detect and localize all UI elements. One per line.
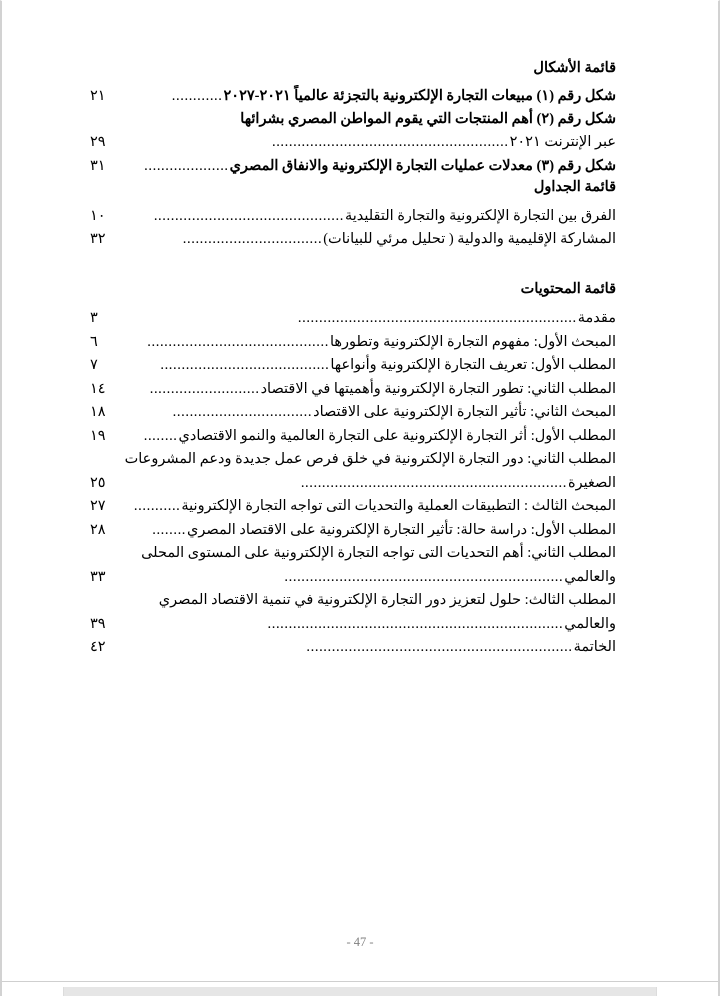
table-entry-1-title: الفرق بين التجارة الإلكترونية والتجارة التقليدية [344, 207, 616, 224]
toc-entry-section-2-1-title: المطلب الأول: أثر التجارة الإلكترونية على التجارة العالمية والنمو الاقتصادي [178, 427, 616, 444]
figure-entry-1-title: شكل رقم (١) مبيعات التجارة الإلكترونية بالتجزئة عالمياً ٢٠٢١-٢٠٢٧ [223, 87, 616, 104]
toc-entry-chapter-2-title: المبحث الثاني: تأثير التجارة الإلكترونية على الاقتصاد [313, 404, 616, 421]
page-number-footer: - 47 - [346, 935, 374, 949]
toc-entry-section-1-1-page: ٧ [90, 357, 98, 374]
toc-entry-chapter-3 [90, 495, 616, 518]
toc-entry-section-3-3-line2 [90, 613, 616, 636]
toc-entry-chapter-1 [90, 331, 616, 354]
toc-entry-section-3-1 [90, 519, 616, 542]
table-entry-1 [90, 205, 616, 228]
toc-entry-conclusion-leader: ............................................................... [306, 639, 573, 656]
toc-entry-section-3-3-continuation: والعالمي [564, 615, 616, 632]
section-spacer [90, 252, 616, 282]
next-page-edge [2, 981, 718, 996]
toc-entry-section-3-2-page: ٣٣ [90, 568, 106, 585]
figure-entry-3-page: ٣١ [90, 157, 106, 174]
toc-entry-section-2-1 [90, 425, 616, 448]
figures-section-heading: قائمة الأشكال [533, 60, 616, 76]
figure-entry-3-title: شكل رقم (٣) معدلات عمليات التجارة الإلكترونية والانفاق المصري [229, 157, 616, 174]
figure-entry-2-line1 [90, 108, 616, 131]
toc-entry-section-1-1 [90, 354, 616, 377]
toc-entry-section-2-2-line1 [90, 448, 616, 471]
toc-entry-conclusion [90, 636, 616, 659]
figure-entry-2-continuation: عبر الإنترنت ٢٠٢١ [509, 134, 616, 151]
figure-entry-1-page: ٢١ [90, 87, 106, 104]
figure-entry-1-leader: ............ [171, 87, 223, 104]
next-page-strip [63, 987, 657, 996]
toc-entry-chapter-1-title: المبحث الأول: مفهوم التجارة الإلكترونية وتطورها [329, 333, 616, 350]
toc-entry-section-2-2-leader: ............................................................... [300, 474, 567, 491]
figure-entry-1 [90, 85, 616, 108]
toc-entry-introduction-page: ٣ [90, 310, 98, 327]
toc-entry-introduction-title: مقدمة [577, 310, 616, 327]
toc-entry-conclusion-page: ٤٢ [90, 639, 106, 656]
toc-entry-section-2-2-continuation: الصغيرة [568, 474, 616, 491]
toc-entry-section-1-1-title: المطلب الأول: تعريف التجارة الإلكترونية وأنواعها [330, 357, 616, 374]
tables-section-heading: قائمة الجداول [533, 179, 616, 196]
toc-entry-section-3-3-line1 [90, 589, 616, 612]
toc-entry-section-3-3-title: المطلب الثالث: حلول لتعزيز دور التجارة الإلكترونية في تنمية الاقتصاد المصري [158, 592, 616, 609]
table-entry-1-leader: ............................................. [153, 207, 344, 224]
toc-entry-section-1-2 [90, 378, 616, 401]
toc-entry-section-3-2-title: المطلب الثاني: أهم التحديات التى تواجه التجارة الإلكترونية على المستوى المحلى [141, 545, 616, 562]
page-content [90, 61, 616, 660]
toc-entry-section-3-3-leader: ...................................................................... [267, 615, 564, 632]
toc-entry-section-3-2-leader: .................................................................. [284, 568, 564, 585]
toc-entry-conclusion-title: الخاتمة [573, 639, 616, 656]
contents-section-heading: قائمة المحتويات [520, 280, 616, 297]
toc-entry-section-3-2-line2 [90, 566, 616, 589]
toc-entry-section-2-2-page: ٢٥ [90, 474, 106, 491]
table-entry-2-leader: ................................. [182, 231, 323, 248]
toc-entry-chapter-2 [90, 401, 616, 424]
toc-entry-section-2-1-page: ١٩ [90, 427, 106, 444]
toc-entry-section-3-1-page: ٢٨ [90, 521, 106, 538]
table-entry-2-page: ٣٢ [90, 231, 106, 248]
toc-entry-chapter-1-page: ٦ [90, 333, 98, 350]
toc-entry-section-2-2-line2 [90, 472, 616, 495]
toc-entry-section-3-1-title: المطلب الأول: دراسة حالة: تأثير التجارة الإلكترونية على الاقتصاد المصري [187, 521, 616, 538]
toc-entry-section-3-2-line1 [90, 542, 616, 565]
figure-entry-3-leader: .................... [144, 157, 229, 174]
toc-entry-section-1-2-title: المطلب الثاني: تطور التجارة الإلكترونية وأهميتها في الاقتصاد [260, 380, 616, 397]
figure-entry-3 [90, 155, 616, 178]
toc-entry-introduction [90, 307, 616, 330]
toc-entry-chapter-1-leader: ........................................... [147, 333, 329, 350]
toc-entry-section-1-2-leader: .......................... [149, 380, 260, 397]
toc-entry-chapter-2-page: ١٨ [90, 404, 106, 421]
toc-entry-section-3-1-leader: ........ [152, 521, 187, 538]
toc-entry-chapter-3-page: ٢٧ [90, 498, 106, 515]
table-entry-1-page: ١٠ [90, 207, 106, 224]
toc-entry-section-3-3-page: ٣٩ [90, 615, 106, 632]
toc-entry-introduction-leader: .................................................................. [297, 310, 577, 327]
figure-entry-2-leader: ........................................................ [271, 134, 509, 151]
figure-entry-2-line2 [90, 131, 616, 154]
toc-entry-chapter-3-title: المبحث الثالث : التطبيقات العملية والتحديات التى تواجه التجارة الإلكترونية [181, 498, 616, 515]
toc-entry-section-3-2-continuation: والعالمي [564, 568, 616, 585]
table-entry-2 [90, 228, 616, 251]
toc-entry-chapter-3-leader: ........... [133, 498, 181, 515]
toc-entry-section-2-1-leader: ........ [143, 427, 178, 444]
figure-entry-2-page: ٢٩ [90, 134, 106, 151]
toc-entry-chapter-2-leader: ................................. [172, 404, 313, 421]
toc-entry-section-2-2-title: المطلب الثاني: دور التجارة الإلكترونية في خلق فرص عمل جديدة ودعم المشروعات [124, 451, 616, 468]
toc-entry-section-1-2-page: ١٤ [90, 380, 106, 397]
table-entry-2-title: المشاركة الإقليمية والدولية ( تحليل مرئي للبيانات) [323, 231, 616, 248]
figure-entry-2-title: شكل رقم (٢) أهم المنتجات التي يقوم المواطن المصري بشرائها [240, 110, 616, 127]
toc-entry-section-1-1-leader: ........................................ [160, 357, 330, 374]
